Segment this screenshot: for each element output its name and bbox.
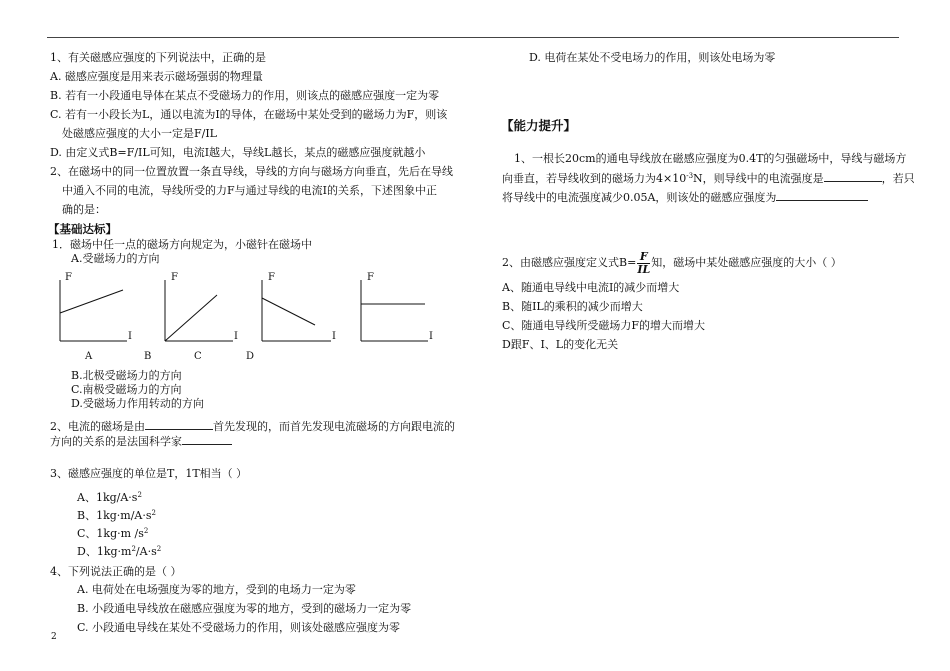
graph-d: [361, 272, 433, 342]
top-rule: [47, 37, 899, 38]
b2-line-2: [50, 433, 232, 449]
graph-c: [262, 272, 336, 342]
graph-b: [165, 272, 238, 342]
n2-stem: 2、由磁感应强度定义式B= $\frac{F}{IL}$ 知，磁场中某处磁感应强度的大小（ ）: [502, 249, 842, 276]
q1-option-b: B. 若有一小段通电导体在某点不受磁场力的作用，则该点的磁感应强度一定为零: [50, 89, 440, 102]
graph-a-x-label: I: [128, 331, 132, 342]
graph-d-x-label: I: [429, 331, 433, 342]
graph-b-y-label: F: [171, 272, 178, 283]
graph-label-a: A: [85, 351, 93, 362]
b1-option-b: B.北极受磁场力的方向: [71, 369, 182, 382]
b1-option-c: C.南极受磁场力的方向: [71, 383, 182, 396]
n2-option-d: D跟F、I、L的变化无关: [502, 338, 619, 351]
q1-option-c-cont: 处磁感应强度的大小一定是F/IL: [62, 127, 217, 140]
n1-blank-1[interactable]: [824, 170, 882, 182]
n1-line-3: 将导线中的电流强度减少0.05A，则该处的磁感应强度为: [502, 189, 868, 205]
b4-option-d: D. 电荷在某处不受电场力的作用，则该处电场为零: [529, 51, 776, 64]
b4-option-a: A. 电荷处在电场强度为零的地方，受到的电场力一定为零: [77, 583, 356, 596]
b2-line-1: [50, 418, 455, 434]
b3-option-c: C、1kg·m $/s^2$: [77, 527, 149, 540]
b4-option-b: B. 小段通电导线放在磁感应强度为零的地方，受到的磁场力一定为零: [77, 602, 412, 615]
b3-option-b: B、$1kg\cdot m/A\cdot s^2$: [77, 509, 156, 522]
q1-option-a: A. 磁感应强度是用来表示磁场强弱的物理量: [50, 70, 263, 83]
n2-option-a: A、随通电导线中电流I的减少而增大: [502, 281, 680, 294]
q1-option-d: D. 由定义式B=F/IL可知，电流I越大，导线L越长，某点的磁感应强度就越小: [50, 146, 426, 159]
b2-text-b: 首先发现的，而首先发现电流磁场的方向跟电流的: [213, 420, 455, 433]
graph-a-line: [60, 290, 123, 313]
n2-option-b: B、随IL的乘积的减少而增大: [502, 300, 643, 313]
b3-option-d: D、$1kg\cdot m^2/A\cdot s^2$: [77, 545, 162, 558]
b1-option-d: D.受磁场力作用转动的方向: [71, 397, 204, 410]
graph-b-x-label: I: [234, 331, 238, 342]
n1-blank-2[interactable]: [776, 189, 868, 201]
section-basic-heading: 【基础达标】: [48, 222, 117, 236]
definition-fraction: $\frac{F}{IL}$: [637, 249, 651, 276]
b1-stem: 1．磁场中任一点的磁场方向规定为，小磁针在磁场中: [52, 238, 312, 251]
graph-label-c: C: [194, 351, 202, 362]
graph-d-y-label: F: [367, 272, 374, 283]
graph-a-y-label: F: [65, 272, 72, 283]
fi-graphs: [45, 268, 445, 363]
b3-option-a: A、$1kg/A\cdot s^2$: [77, 491, 142, 504]
graph-c-x-label: I: [332, 331, 336, 342]
q2-line-1: 2、在磁场中的同一位置放置一条直导线，导线的方向与磁场方向垂直，先后在导线: [50, 165, 453, 178]
b2-blank-1[interactable]: [145, 418, 213, 430]
b3-stem: 3、磁感应强度的单位是T，1T相当（ ）: [50, 467, 248, 480]
b4-option-c: C. 小段通电导线在某处不受磁场力的作用，则该处磁感应强度为零: [77, 621, 401, 634]
graph-label-d: D: [246, 351, 255, 362]
section-advanced-heading: 【能力提升】: [501, 118, 577, 133]
b2-blank-2[interactable]: [182, 433, 232, 445]
graph-c-y-label: F: [268, 272, 275, 283]
n2-option-c: C、随通电导线所受磁场力F的增大而增大: [502, 319, 706, 332]
b4-stem: 4、下列说法正确的是（ ）: [50, 565, 182, 578]
n1-line-1: 1、一根长20cm的通电导线放在磁感应强度为0.4T的匀强磁场中，导线与磁场方: [514, 152, 907, 165]
graph-c-line: [262, 298, 315, 325]
q1-option-c: C. 若有一小段长为L，通以电流为I的导体，在磁场中某处受到的磁场力为F，则该: [50, 108, 448, 121]
graph-b-line: [165, 295, 217, 341]
b1-option-a: A.受磁场力的方向: [71, 252, 160, 265]
b2-text-a: 2、电流的磁场是由: [50, 420, 145, 433]
graph-label-b: B: [144, 351, 152, 362]
q1-stem: 1、有关磁感应强度的下列说法中，正确的是: [50, 51, 266, 64]
n1-line-2: 向垂直，若导线收到的磁场力为$4\times 10^{-3}N$，则导线中的电流强度是 ，若只: [502, 172, 915, 185]
graph-a: [60, 272, 132, 342]
b2-text-c: 方向的关系的是法国科学家: [50, 435, 182, 448]
q2-line-2: 中通入不同的电流，导线所受的力F与通过导线的电流I的关系，下述图象中正: [62, 184, 437, 197]
q2-line-3: 确的是：: [62, 203, 106, 216]
page-number: 2: [51, 632, 57, 642]
